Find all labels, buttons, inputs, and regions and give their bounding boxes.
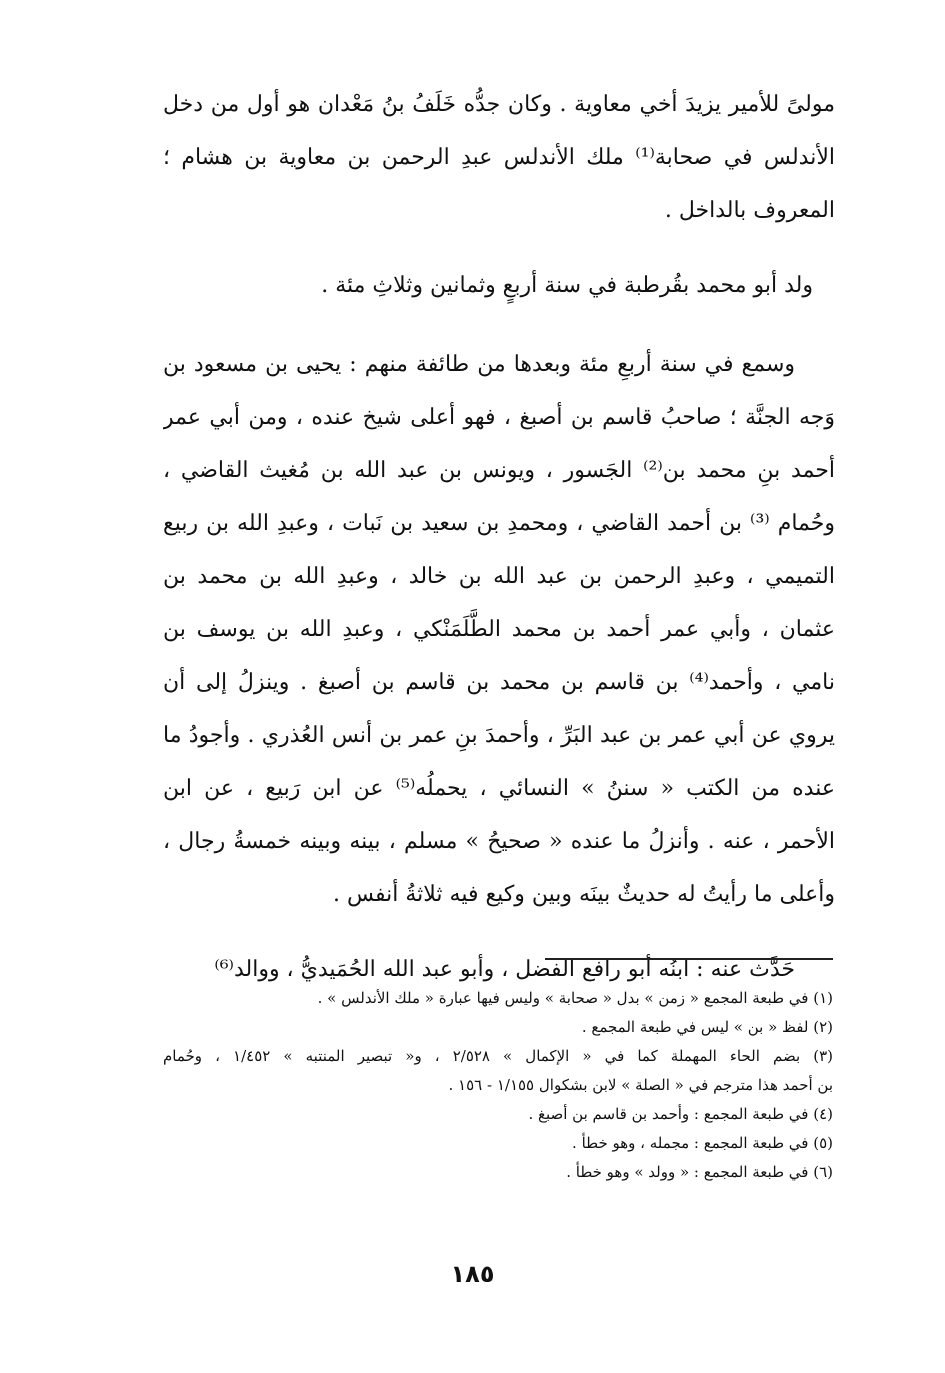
text-line: التميمي ، وعبدِ الرحمن بن عبد الله بن خالد ، وعبدِ الله بن محمد بن bbox=[163, 564, 835, 589]
paragraph-1 bbox=[163, 78, 835, 237]
text-line: المعروف بالداخل . bbox=[664, 198, 835, 223]
text-line: الأحمر ، عنه . وأنزلُ ما عنده « صحيحُ » مسلم ، بينه وبينه خمسةُ رجال ، bbox=[163, 829, 835, 854]
text-line: عنده من الكتب « سننُ » النسائي ، يحملُه⁽⁵⁾ عن ابن رَبيع ، عن ابن bbox=[163, 776, 835, 801]
text-line: وأعلى ما رأيتُ له حديثٌ بينَه وبين وكيع فيه ثلاثةُ أنفس . bbox=[332, 882, 835, 907]
paragraph-3 bbox=[163, 338, 835, 921]
main-text bbox=[163, 78, 835, 996]
text-line: نامي ، وأحمد⁽⁴⁾ بن قاسم بن محمد بن قاسم بن أصبغ . وينزلُ إلى أن bbox=[163, 670, 835, 695]
text-line: أحمد بنِ محمد بن⁽²⁾ الجَسور ، ويونس بن عبد الله بن مُغيث القاضي ، bbox=[163, 458, 835, 483]
footnote-1: (١) في طبعة المجمع « زمن » بدل « صحابة » وليس فيها عبارة « ملك الأندلس » . bbox=[317, 989, 833, 1007]
text-line: حَدَّث عنه : ابنُه أبو رافع الفضل ، وأبو عبد الله الحُمَيديُّ ، ووالد⁽⁶⁾ bbox=[214, 957, 795, 982]
text-line: عثمان ، وأبي عمر أحمد بن محمد الطَّلَمَنْكي ، وعبدِ الله بن يوسف بن bbox=[163, 617, 835, 642]
footnote-5: (٥) في طبعة المجمع : مجمله ، وهو خطأ . bbox=[572, 1134, 833, 1152]
text-line: يروي عن أبي عمر بن عبد البَرِّ ، وأحمدَ بنِ عمر بن أنس العُذري . وأجودُ ما bbox=[163, 723, 835, 748]
footnote-2: (٢) لفظ « بن » ليس في طبعة المجمع . bbox=[581, 1018, 833, 1036]
paragraph-2 bbox=[163, 259, 835, 312]
page-number: ١٨٥ bbox=[450, 1260, 495, 1288]
text-line: وحُمام ⁽³⁾ بن أحمد القاضي ، ومحمدِ بن سعيد بن نَبات ، وعبدِ الله بن ربيع bbox=[163, 511, 835, 536]
footnote-4: (٤) في طبعة المجمع : وأحمد بن قاسم بن أصبغ . bbox=[528, 1105, 833, 1123]
text-line: مولىً للأمير يزيدَ أخي معاوية . وكان جدُّه خَلَفُ بنُ مَعْدان هو أول من دخل bbox=[163, 92, 835, 117]
footnote-3: (٣) بضم الحاء المهملة كما في « الإكمال » ٢/٥٢٨ ، و« تبصير المنتبه » ١/٤٥٢ ، وحُمام bbox=[163, 1047, 833, 1065]
footnote-divider bbox=[545, 958, 833, 960]
footnote-3-continued: بن أحمد هذا مترجم في « الصلة » لابن بشكوال ١/١٥٥ - ١٥٦ . bbox=[448, 1076, 833, 1094]
text-line: وسمع في سنة أربعِ مئة وبعدها من طائفة منهم : يحيى بن مسعود بن bbox=[163, 352, 795, 377]
footnote-6: (٦) في طبعة المجمع : « وولد » وهو خطأ . bbox=[566, 1163, 833, 1181]
text-line: الأندلس في صحابة⁽¹⁾ ملك الأندلس عبدِ الرحمن بن معاوية بن هشام ؛ bbox=[163, 145, 835, 170]
footnotes bbox=[163, 984, 833, 1187]
text-line: ولد أبو محمد بقُرطبة في سنة أربعٍ وثمانين وثلاثِ مئة . bbox=[321, 273, 813, 298]
text-line: وَجه الجنَّة ؛ صاحبُ قاسم بن أصبغ ، فهو أعلى شيخ عنده ، ومن أبي عمر bbox=[163, 405, 835, 430]
